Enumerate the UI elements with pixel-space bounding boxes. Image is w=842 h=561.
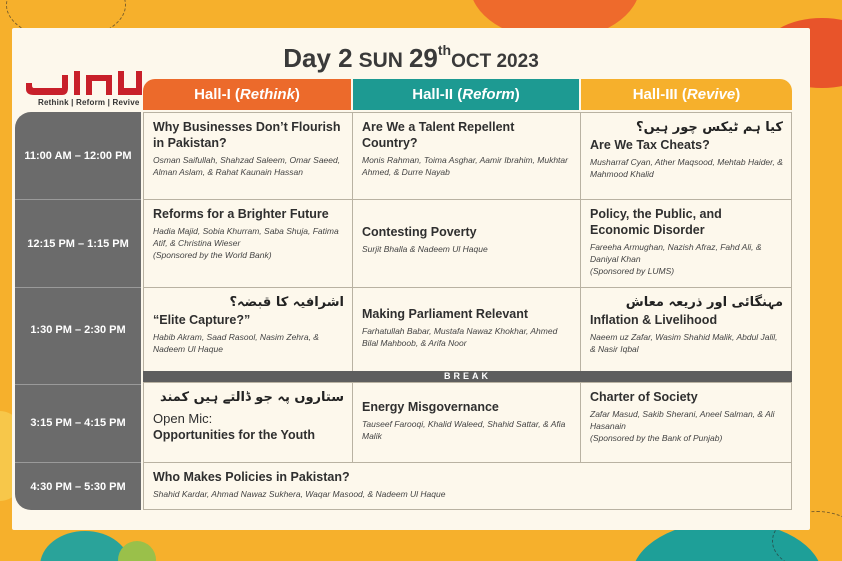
session-r4-hall1 xyxy=(143,382,353,463)
hall-2-name: Hall-II ( xyxy=(412,86,463,103)
hall-2-theme: Reform xyxy=(462,86,515,103)
time-slot-1: 11:00 AM – 12:00 PM xyxy=(24,149,132,162)
session-speakers: Farhatullah Babar, Mustafa Nawaz Khokhar, Ahmed Bilal Mahboob, & Arifa Noor xyxy=(362,326,558,348)
hall-2-close: ) xyxy=(514,86,520,103)
session-speakers: Fareeha Armughan, Nazish Afraz, Fahd Ali, & Daniyal Khan xyxy=(590,242,762,264)
session-r3-hall1 xyxy=(143,287,353,372)
hall-1-name: Hall-I ( xyxy=(194,86,240,103)
hall-2-header xyxy=(353,79,579,110)
session-urdu-title: ستاروں پہ جو ڈالتے ہیں کمند xyxy=(159,390,344,405)
session-title: “Elite Capture?” xyxy=(153,313,251,327)
session-title: Energy Misgovernance xyxy=(362,400,499,414)
session-title: Are We Tax Cheats? xyxy=(590,138,710,152)
session-r4-hall3 xyxy=(580,382,792,463)
session-title: Are We a Talent Repellent Country? xyxy=(362,120,515,150)
hall-1-header xyxy=(143,79,351,110)
session-speakers: Habib Akram, Saad Rasool, Nasim Zehra, & Nadeem Ul Haque xyxy=(153,332,319,354)
title-weekday: SUN xyxy=(358,49,403,72)
session-speakers: Naeem uz Zafar, Wasim Shahid Malik, Abdul Jalil, & Nasir Iqbal xyxy=(590,332,778,354)
break-bar: BREAK xyxy=(143,371,792,382)
decor-teal-blob-left xyxy=(40,531,130,561)
decor-green-dot xyxy=(118,541,156,561)
hall-3-name: Hall-III ( xyxy=(632,86,687,103)
session-r1-hall2 xyxy=(352,112,581,200)
time-slot-5: 4:30 PM – 5:30 PM xyxy=(30,480,126,493)
session-sponsor: (Sponsored by the World Bank) xyxy=(153,250,272,260)
session-r5-plenary xyxy=(143,462,792,510)
session-speakers: Hadia Majid, Sobia Khurram, Saba Shuja, Fatima Atif, & Christina Wieser xyxy=(153,226,339,248)
session-sponsor: (Sponsored by the Bank of Punjab) xyxy=(590,433,723,443)
title-date: 29 xyxy=(408,43,438,73)
hall-3-header xyxy=(581,79,792,110)
session-r2-hall3 xyxy=(580,199,792,288)
logo-wordmark-graphic xyxy=(24,69,146,95)
session-title: Policy, the Public, and Economic Disorder xyxy=(590,207,722,237)
session-sponsor: (Sponsored by LUMS) xyxy=(590,266,675,276)
islah-logo xyxy=(22,69,148,109)
session-title: Contesting Poverty xyxy=(362,225,477,239)
session-urdu-title: کیا ہم ٹیکس چور ہیں؟ xyxy=(636,120,783,135)
title-month-year: OCT 2023 xyxy=(451,51,539,72)
hall-1-theme: Rethink xyxy=(239,86,295,103)
session-prefix: Open Mic: xyxy=(153,411,213,426)
session-title: Opportunities for the Youth xyxy=(153,428,316,442)
session-urdu-title: مہنگائی اور ذریعہ معاش xyxy=(625,295,783,310)
session-speakers: Shahid Kardar, Ahmad Nawaz Sukhera, Waqar Masood, & Nadeem Ul Haque xyxy=(153,489,446,499)
session-speakers: Monis Rahman, Toima Asghar, Aamir Ibrahim, Mukhtar Ahmed, & Durre Nayab xyxy=(362,155,568,177)
session-r1-hall3 xyxy=(580,112,792,200)
hall-3-close: ) xyxy=(735,86,741,103)
hall-3-theme: Revive xyxy=(686,86,736,103)
session-urdu-title: اشرافیہ کا قبضہ؟ xyxy=(229,295,344,310)
session-r3-hall3 xyxy=(580,287,792,372)
session-title: Charter of Society xyxy=(590,390,698,404)
session-r1-hall1 xyxy=(143,112,353,200)
session-r3-hall2 xyxy=(352,287,581,372)
session-title: Making Parliament Relevant xyxy=(362,307,529,321)
session-speakers: Tauseef Farooqi, Khalid Waleed, Shahid Sattar, & Afia Malik xyxy=(362,419,566,441)
time-slot-2: 12:15 PM – 1:15 PM xyxy=(27,237,129,250)
session-r2-hall2 xyxy=(352,199,581,288)
session-title: Reforms for a Brighter Future xyxy=(153,207,329,221)
time-column xyxy=(15,112,141,510)
time-slot-4: 3:15 PM – 4:15 PM xyxy=(30,417,126,429)
session-r4-hall2 xyxy=(352,382,581,463)
session-speakers: Osman Saifullah, Shahzad Saleem, Omar Saeed, Alman Aslam, & Rahat Kaunain Hassan xyxy=(153,155,341,177)
session-title: Inflation & Livelihood xyxy=(590,313,718,327)
session-title: Why Businesses Don’t Flourish in Pakistan? xyxy=(153,120,341,150)
session-title: Who Makes Policies in Pakistan? xyxy=(153,470,350,484)
logo-tagline: Rethink | Reform | Revive xyxy=(38,98,140,107)
hall-1-close: ) xyxy=(294,86,300,103)
time-slot-3: 1:30 PM – 2:30 PM xyxy=(30,323,126,336)
session-speakers: Surjit Bhalla & Nadeem Ul Haque xyxy=(362,244,488,254)
title-date-suffix: th xyxy=(437,42,452,58)
schedule-card xyxy=(12,28,810,530)
session-speakers: Musharraf Cyan, Ather Maqsood, Mehtab Haider, & Mahmood Khalid xyxy=(590,157,783,179)
title-day: Day 2 xyxy=(283,43,353,73)
session-speakers: Zafar Masud, Sakib Sherani, Aneel Salman, & Ali Hasanain xyxy=(590,409,775,431)
session-r2-hall1 xyxy=(143,199,353,288)
